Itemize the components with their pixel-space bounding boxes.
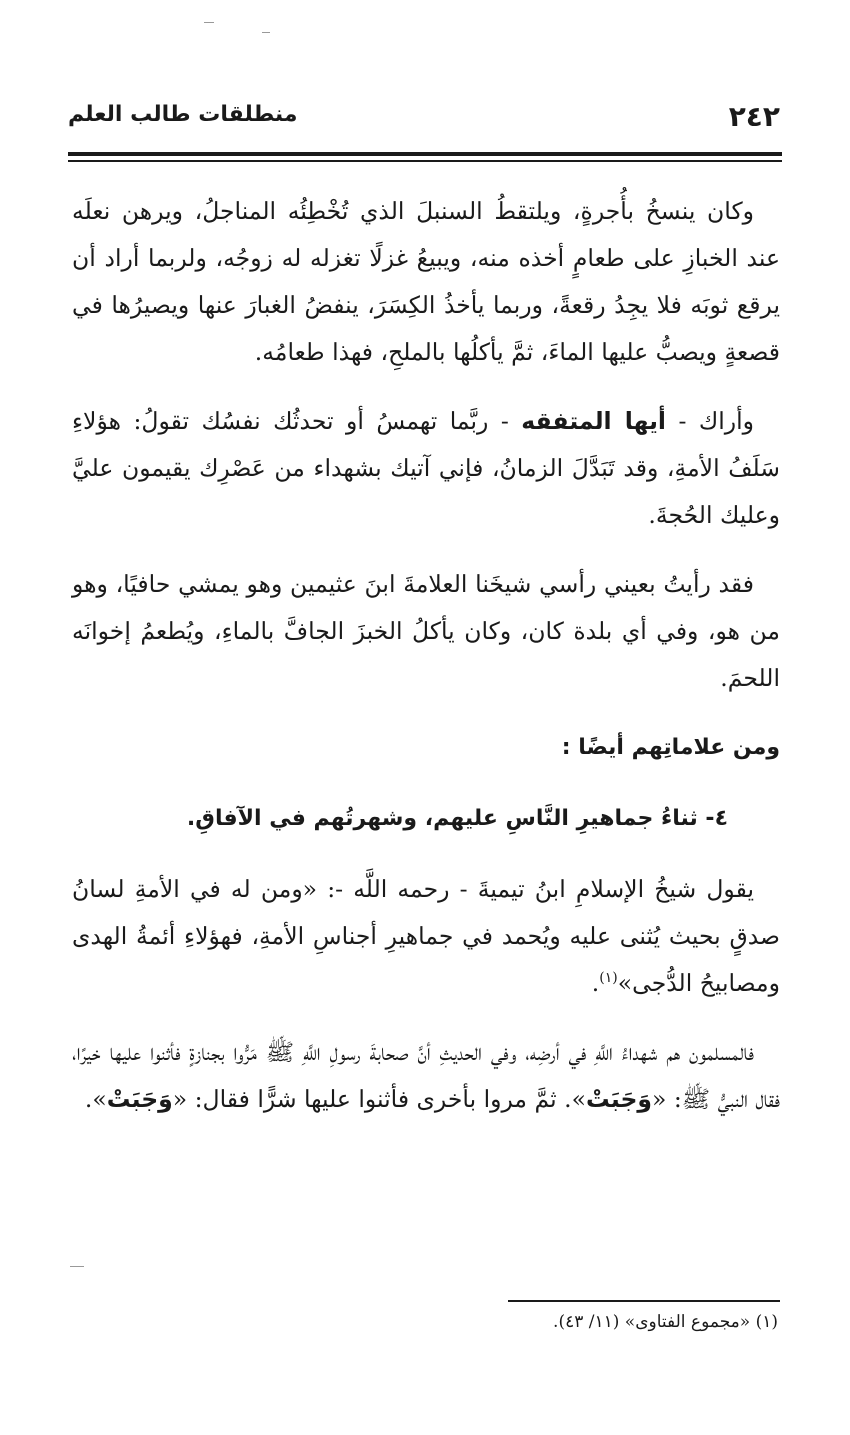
- paragraph-3: فقد رأيتُ بعيني رأسي شيخَنا العلامةَ ابنَ عثيمين وهو يمشي حافيًا، وهو من هو، وفي أي بلدة كان، وكان يأكلُ الخبزَ الجافَّ بالماءِ، ويُطعمُ إخوانَه اللحمَ.: [72, 570, 780, 692]
- footnote-marker: (١): [599, 970, 618, 987]
- footnote-rule: [508, 1300, 780, 1302]
- paragraph-4-quote: يقول شيخُ الإسلامِ ابنُ تيميةَ - رحمه اللَّه -: «ومن له في الأمةِ لسانُ صدقٍ بحيث يُثنى عليه ويُحمد في جماهيرِ أجناسِ الأمةِ، فهؤلاءِ أئمةُ الهدى ومصابيحُ الدُّجى»: [72, 875, 780, 997]
- paragraph-5-end: ».: [84, 1085, 107, 1113]
- scan-speck: [262, 32, 270, 33]
- header-rule-thin: [68, 160, 782, 162]
- header-rule-thick: [68, 152, 782, 156]
- scan-speck: [204, 22, 214, 23]
- paragraph-5: [72, 1029, 780, 1123]
- running-title: منطلقات طالب العلم: [68, 102, 298, 127]
- paragraph-5-emphasis-2: وَجَبَتْ: [106, 1085, 173, 1113]
- page-header: [68, 100, 780, 140]
- paragraph-5-middle: ». ثمَّ مروا بأخرى فأثنوا عليها شرًّا فقال: «: [172, 1085, 586, 1113]
- paragraph-2: [72, 398, 780, 539]
- paragraph-4-end: .: [591, 969, 600, 997]
- paragraph-2-emphasis: أيها المتفقه: [521, 407, 666, 435]
- paragraph-5-start: فالمسلمون هم شهداءُ اللَّهِ في أرضِه، وفي الحديثِ أنَّ صحابةَ رسولِ اللَّهِ ﷺ مَرُّوا بجنازةٍ فأثنوا عليها خيرًا، فقال النبيُّ ﷺ: «: [72, 1038, 780, 1113]
- footnote: (١) «مجموع الفتاوى» (١١/ ٤٣).: [553, 1312, 778, 1332]
- paragraph-1: وكان ينسخُ بأُجرةٍ، ويلتقطُ السنبلَ الذي تُخْطِئُه المناجلُ، ويرهن نعلَه عند الخبازِ على طعامٍ أخذه منه، ويبيعُ غزلًا تغزله له زوجُه، ولربما أراد أن يرقع ثوبَه فلا يجِدُ رقعةً، وربما يأخذُ الكِسَرَ، ينفضُ الغبارَ عنها ويصيرُها في قصعةٍ ويصبُّ عليها الماءَ، ثمَّ يأكلُها بالملحِ، فهذا طعامُه.: [72, 197, 780, 366]
- page-number: ٢٤٢: [728, 100, 780, 133]
- paragraph-2-start: وأراك -: [665, 407, 754, 435]
- section-heading: ومن علاماتِهم أيضًا :: [561, 735, 780, 760]
- scan-speck: [70, 1266, 84, 1267]
- body-text: [72, 188, 780, 1145]
- paragraph-5-emphasis-1: وَجَبَتْ: [585, 1085, 652, 1113]
- section-subheading: ٤- ثناءُ جماهيرِ النَّاسِ عليهم، وشهرتُهم في الآفاقِ.: [186, 806, 728, 831]
- paragraph-2-end: - ربَّما تهمسُ أو تحدثُك نفسُك تقولُ: هؤلاءِ سَلَفُ الأمةِ، وقد تَبَدَّلَ الزمانُ، فإني آتيك بشهداء من عَصْرِك يقيمون عليَّ وعليك الحُجةَ.: [72, 407, 780, 529]
- paragraph-4: [72, 866, 780, 1007]
